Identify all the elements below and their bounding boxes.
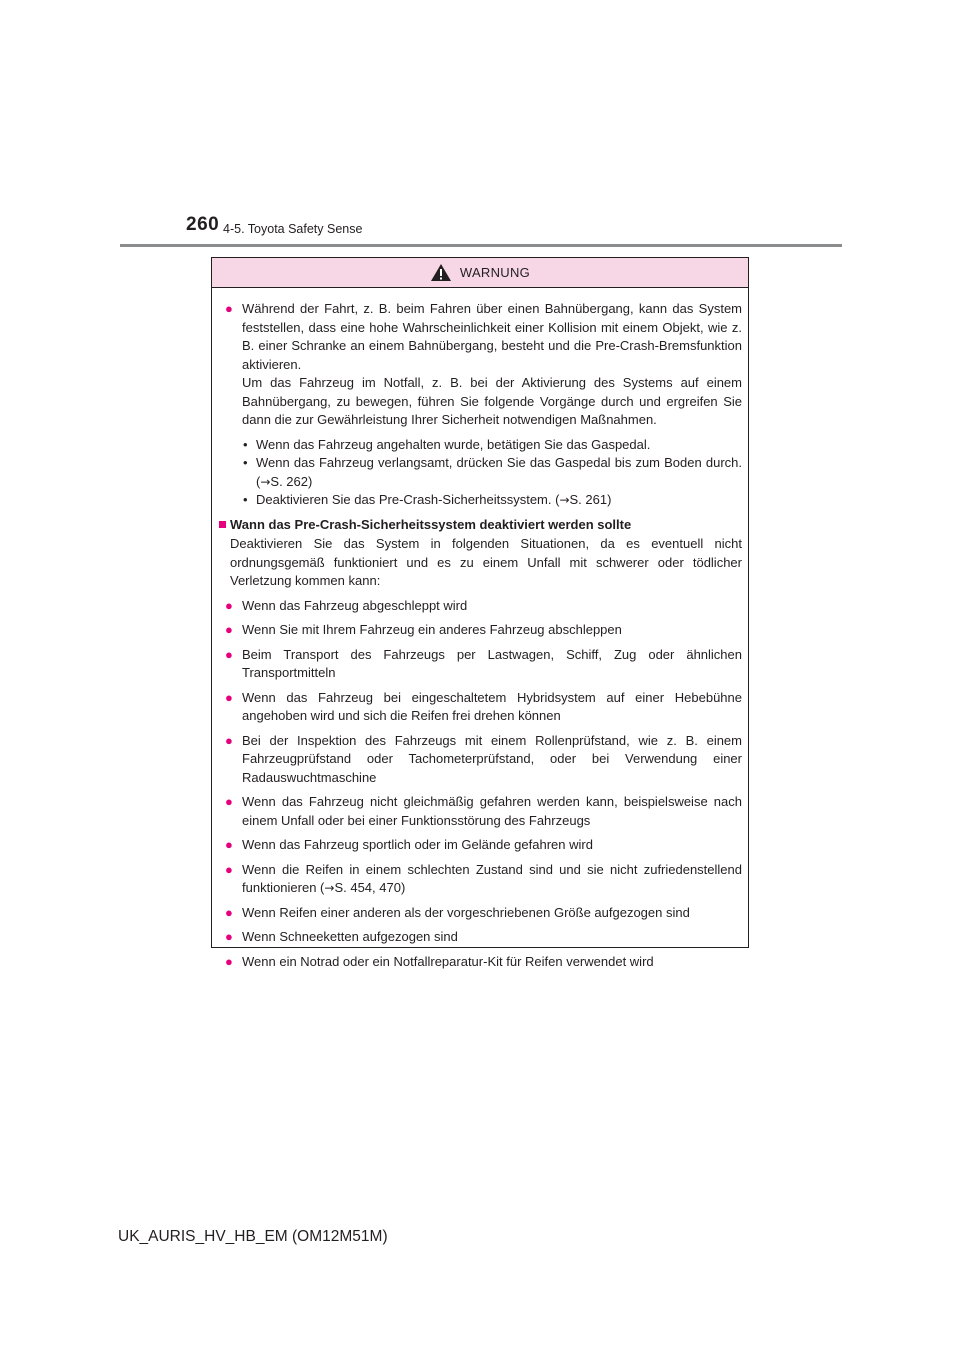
warning-content bbox=[212, 288, 748, 971]
bullet-icon: ● bbox=[225, 904, 233, 920]
bullet-icon: ● bbox=[225, 837, 233, 852]
list-item: ● Wenn Schneeketten aufgezogen sind bbox=[218, 928, 742, 947]
list-item: ● Wenn das Fahrzeug sportlich oder im Gelände gefahren wird bbox=[218, 836, 742, 855]
square-bullet-icon bbox=[219, 521, 226, 528]
list-item: ● Wenn Reifen einer anderen als der vorgeschriebenen Größe aufgezogen sind bbox=[218, 904, 742, 923]
header-rule bbox=[120, 244, 842, 247]
dot-icon: • bbox=[243, 436, 248, 452]
page-number: 260 bbox=[186, 214, 220, 235]
list-item: ● Wenn das Fahrzeug nicht gleichmäßig gefahren werden kann, beispielsweise nach einem Unfall oder bei einer Funktionsstörung des Fahrzeugs bbox=[225, 794, 742, 828]
bullet-icon: ● bbox=[225, 929, 233, 944]
arrow-icon: → bbox=[260, 474, 271, 489]
list-item: ● Wenn das Fahrzeug abgeschleppt wird bbox=[218, 597, 742, 616]
deactivation-section bbox=[218, 516, 742, 591]
list-item: ● Wenn ein Notrad oder ein Notfallreparatur-Kit für Reifen verwendet wird bbox=[218, 953, 742, 972]
warning-item-railroad bbox=[218, 300, 742, 510]
bullet-icon: ● bbox=[225, 794, 233, 809]
list-item: • Deaktivieren Sie das Pre-Crash-Sicherheitssystem. (→S. 261) bbox=[242, 491, 742, 510]
paragraph: Um das Fahrzeug im Notfall, z. B. bei der Aktivierung des Systems auf einem Bahnübergang, zu bewegen, führen Sie folgende Vorgänge durch und ergreifen Sie dann die zur Gewährleistung Ihrer Sicherheit notwendigen Maßnahmen. bbox=[242, 375, 742, 427]
warning-box bbox=[211, 257, 749, 969]
procedure-list bbox=[242, 436, 742, 510]
footer-code: UK_AURIS_HV_HB_EM (OM12M51M) bbox=[118, 1228, 388, 1245]
list-item: ● Wenn die Reifen in einem schlechten Zustand sind und sie nicht zufriedenstellend funktionieren (→S. 454, 470) bbox=[225, 861, 742, 895]
bullet-icon: ● bbox=[225, 597, 233, 613]
list-item: ● Wenn Sie mit Ihrem Fahrzeug ein anderes Fahrzeug abschleppen bbox=[218, 621, 742, 640]
bullet-icon: ● bbox=[225, 622, 233, 637]
list-item: • Wenn das Fahrzeug angehalten wurde, betätigen Sie das Gaspedal. bbox=[242, 436, 742, 455]
warning-triangle-icon bbox=[430, 263, 452, 282]
list-item: ● Wenn das Fahrzeug bei eingeschaltetem Hybridsystem auf einer Hebebühne angehoben wird und sich die Reifen frei drehen können bbox=[225, 689, 742, 723]
list-item: • Wenn das Fahrzeug verlangsamt, drücken Sie das Gaspedal bis zum Boden durch. (→S. 262) bbox=[243, 455, 742, 489]
bullet-icon: ● bbox=[225, 301, 233, 316]
page-reference[interactable]: S. 261) bbox=[569, 492, 612, 507]
list-item: ● Bei der Inspektion des Fahrzeugs mit einem Rollenprüfstand, wie z. B. einem Fahrzeugprüfstand oder Tachometerprüfstand, oder bei Verwendung einer Radauswuchtmaschine bbox=[225, 732, 742, 785]
bullet-icon: ● bbox=[225, 953, 233, 969]
paragraph: Während der Fahrt, z. B. beim Fahren über einen Bahnübergang, kann das System feststellen, dass eine hohe Wahrscheinlichkeit einer Kollision mit einem Objekt, wie z. B. einer Schranke an einem Bahnübergang, besteht und die Pre-Crash-Bremsfunktion aktivieren. bbox=[242, 301, 742, 372]
dot-icon: • bbox=[243, 455, 248, 470]
arrow-icon: → bbox=[324, 881, 335, 895]
bullet-icon: ● bbox=[225, 689, 233, 705]
section-heading: Wann das Pre-Crash-Sicherheitssystem deaktiviert werden sollte bbox=[230, 516, 632, 532]
section-intro: Deaktivieren Sie das System in folgenden Situationen, da es eventuell nicht ordnungsgemäß funktioniert und es zu einem Unfall mit schwerer oder tödlicher Verletzung kommen kann: bbox=[230, 536, 742, 588]
warning-header bbox=[212, 258, 748, 288]
page-reference[interactable]: S. 262) bbox=[270, 473, 313, 489]
page-reference[interactable]: S. 454, 470) bbox=[334, 880, 406, 895]
bullet-icon: ● bbox=[225, 732, 233, 748]
arrow-icon: → bbox=[559, 493, 570, 507]
dot-icon: • bbox=[243, 492, 248, 507]
list-item: ● Beim Transport des Fahrzeugs per Lastwagen, Schiff, Zug oder ähnlichen Transportmitteln bbox=[225, 646, 742, 680]
bullet-icon: ● bbox=[225, 861, 233, 877]
bullet-icon: ● bbox=[225, 646, 233, 662]
warning-title: WARNUNG bbox=[459, 265, 531, 280]
section-title: 4-5. Toyota Safety Sense bbox=[223, 222, 363, 236]
